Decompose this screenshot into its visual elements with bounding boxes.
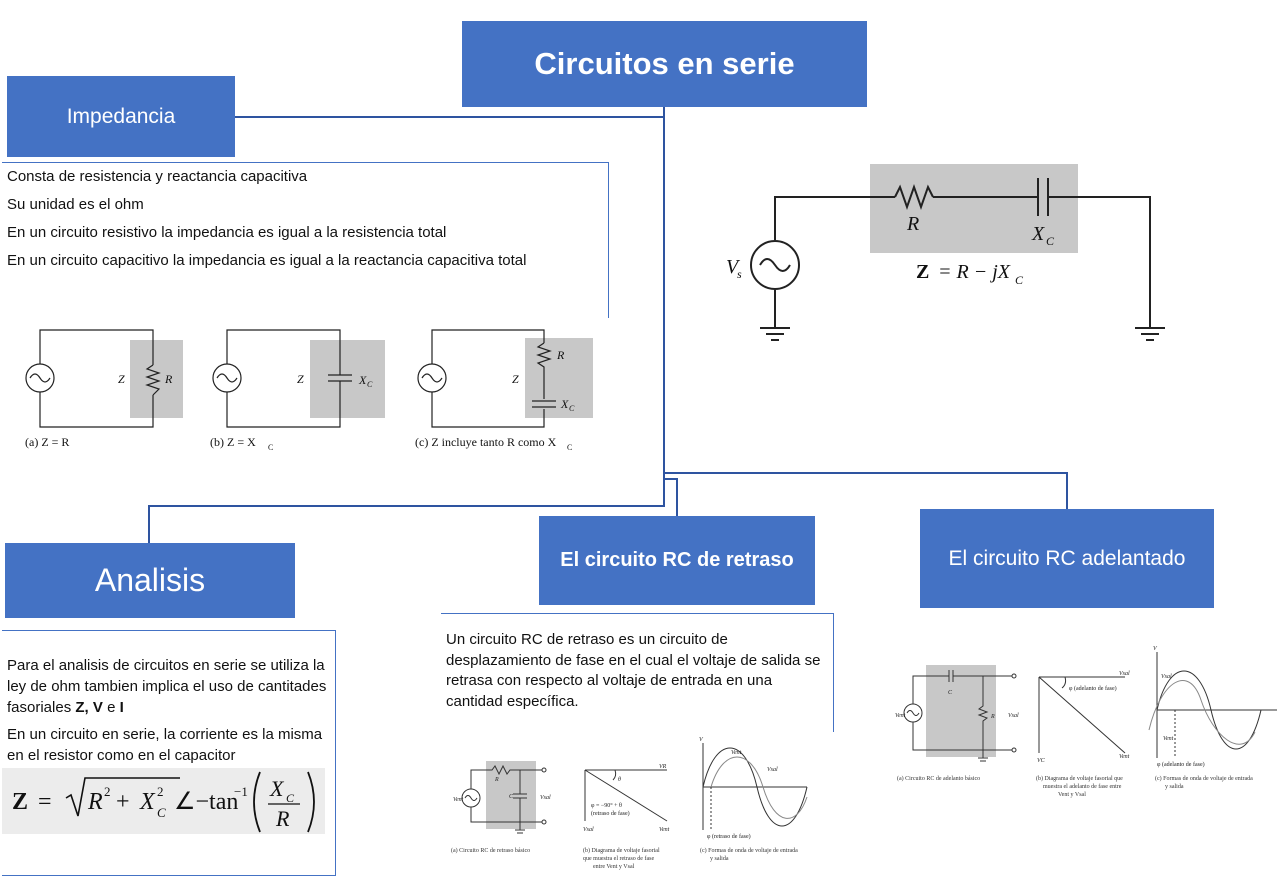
svg-text:V: V <box>699 737 703 743</box>
main-circuit-figure <box>720 160 1170 345</box>
svg-text:Vsal: Vsal <box>1161 674 1172 680</box>
svg-text:Vent: Vent <box>1119 754 1130 760</box>
retraso-caption-a: (a) Circuito RC de retraso básico <box>451 848 531 854</box>
adelantado-figure <box>893 640 1278 800</box>
r-label: R <box>165 372 173 386</box>
adelantado-phi-label: φ (adelanto de fase) <box>1069 686 1117 692</box>
connector-right-h <box>665 472 1068 474</box>
impedancia-text-box <box>2 162 609 318</box>
svg-text:R: R <box>495 777 499 783</box>
adelantado-phi-wave: φ (adelanto de fase) <box>1157 762 1205 768</box>
xc-sub: C <box>367 380 373 389</box>
formula-z: Z <box>916 261 930 283</box>
impedancia-lines <box>7 163 526 275</box>
svg-text:Z: Z <box>12 789 29 815</box>
svg-text:R: R <box>88 789 103 815</box>
connector-analisis-h <box>148 505 665 507</box>
formula-sub: C <box>1015 273 1024 287</box>
svg-text:X: X <box>270 776 284 801</box>
analisis-text-box <box>2 630 336 876</box>
xc-label: X <box>561 397 569 411</box>
svg-text:=: = <box>38 789 52 815</box>
adelantado-heading: El circuito RC adelantado <box>920 509 1214 608</box>
impedancia-heading: Impedancia <box>7 76 235 157</box>
retraso-caption-b1: (b) Diagrama de voltaje fasorial <box>583 848 660 854</box>
svg-text:V: V <box>1153 646 1157 652</box>
connector-adelantado-v <box>1066 472 1068 509</box>
xc-label: X <box>1032 223 1045 245</box>
caption-b: (b) Z = X <box>210 435 256 449</box>
impedancia-line: Su unidad es el ohm <box>7 196 144 213</box>
svg-text:VC: VC <box>1037 758 1045 764</box>
svg-text:Vsal: Vsal <box>1119 671 1130 677</box>
retraso-phi-wave: φ (retraso de fase) <box>707 834 751 840</box>
retraso-heading: El circuito RC de retraso <box>539 516 815 605</box>
caption-c: (c) Z incluye tanto R como X <box>415 435 557 449</box>
svg-text:2: 2 <box>104 784 111 799</box>
formula-rest: = R − jX <box>938 261 1010 283</box>
svg-text:Vsal: Vsal <box>540 795 551 801</box>
connector-impedancia <box>235 116 665 118</box>
impedancia-line: Consta de resistencia y reactancia capacitiva <box>7 168 308 185</box>
analisis-heading: Analisis <box>5 543 295 618</box>
formula-svg <box>2 768 325 834</box>
connector-analisis-v <box>148 505 150 543</box>
analisis-text <box>7 655 332 772</box>
retraso-phi-label2: (retraso de fase) <box>591 811 630 817</box>
retraso-phi-label: φ = −90° + θ <box>591 803 622 809</box>
adelantado-caption-b1: (b) Diagrama de voltaje fasorial que <box>1036 776 1123 782</box>
svg-text:Vent: Vent <box>453 797 464 803</box>
svg-text:Vent: Vent <box>895 713 906 719</box>
retraso-text: Un circuito RC de retraso es un circuito de desplazamiento de fase en el cual el voltaje de salida se retrasa con respecto al voltaje de entrada en una cantidad específica. <box>446 631 821 710</box>
retraso-caption-c1: (c) Formas de onda de voltaje de entrada <box>700 848 798 854</box>
svg-text:Vent: Vent <box>659 827 670 833</box>
analisis-p1-bold2: I <box>119 699 124 716</box>
analisis-formula <box>2 768 325 834</box>
r-label: R <box>557 348 565 362</box>
caption-b-sub: C <box>268 443 274 452</box>
svg-text:+: + <box>116 789 130 815</box>
main-title: Circuitos en serie <box>462 21 867 107</box>
svg-text:VR: VR <box>659 764 667 770</box>
svg-text:X: X <box>140 789 155 815</box>
svg-text:−1: −1 <box>234 784 248 799</box>
svg-text:Vent: Vent <box>731 750 742 756</box>
highlight-b <box>310 340 385 418</box>
svg-text:Vsal: Vsal <box>767 767 778 773</box>
retraso-caption-c2: y salida <box>710 856 729 862</box>
analisis-p1-and: e <box>107 699 116 716</box>
z-label: Z <box>297 372 304 386</box>
svg-text:C: C <box>286 791 295 805</box>
caption-c-sub: C <box>567 443 573 452</box>
vs-sub: s <box>737 267 742 281</box>
svg-text:θ: θ <box>618 777 621 783</box>
z-label: Z <box>118 372 125 386</box>
z-label: Z <box>512 372 519 386</box>
r-label: R <box>907 213 920 235</box>
svg-text:2: 2 <box>157 784 164 799</box>
svg-text:Vent: Vent <box>1163 736 1174 742</box>
adelantado-caption-a: (a) Circuito RC de adelanto básico <box>897 776 981 782</box>
impedancia-line: En un circuito capacitivo la impedancia es igual a la reactancia capacitiva total <box>7 252 527 269</box>
connector-retraso-v <box>676 478 678 516</box>
xc-sub: C <box>1046 234 1055 248</box>
vs-label: V <box>726 256 739 278</box>
adelantado-caption-b2: muestra el adelanto de fase entre <box>1043 784 1122 790</box>
analisis-p1-bold: Z, V <box>75 699 103 716</box>
retraso-caption-b3: entre Vent y Vsal <box>593 864 635 870</box>
retraso-caption-b2: que muestra el retraso de fase <box>583 856 655 862</box>
connector-main-vertical <box>663 107 665 506</box>
impedancia-figure <box>20 325 600 460</box>
svg-text:∠−tan: ∠−tan <box>174 789 239 815</box>
analisis-p2: En un circuito en serie, la corriente es la misma en el resistor como en el capacitor <box>7 726 323 764</box>
retraso-text-box <box>441 613 834 732</box>
highlight-a <box>130 340 183 418</box>
svg-text:C: C <box>509 794 514 800</box>
svg-text:C: C <box>948 690 953 696</box>
xc-sub: C <box>569 404 575 413</box>
adelantado-caption-b3: Vent y Vsal <box>1058 792 1086 798</box>
xc-label: X <box>359 373 367 387</box>
svg-text:Vsal: Vsal <box>583 827 594 833</box>
retraso-figure <box>445 735 835 880</box>
impedancia-line: En un circuito resistivo la impedancia es igual a la resistencia total <box>7 224 447 241</box>
analisis-p1 <box>7 655 332 718</box>
adelantado-caption-c2: y salida <box>1165 784 1184 790</box>
svg-text:R: R <box>991 714 995 720</box>
caption-a: (a) Z = R <box>25 435 70 449</box>
adelantado-caption-c1: (c) Formas de onda de voltaje de entrada <box>1155 776 1253 782</box>
analisis-p1-text: Para el analisis de circuitos en serie se utiliza la ley de ohm tambien implica el uso de cantitades fasoriales <box>7 657 327 716</box>
svg-text:R: R <box>276 806 290 831</box>
svg-text:Vsal: Vsal <box>1008 713 1019 719</box>
svg-text:C: C <box>157 805 166 820</box>
